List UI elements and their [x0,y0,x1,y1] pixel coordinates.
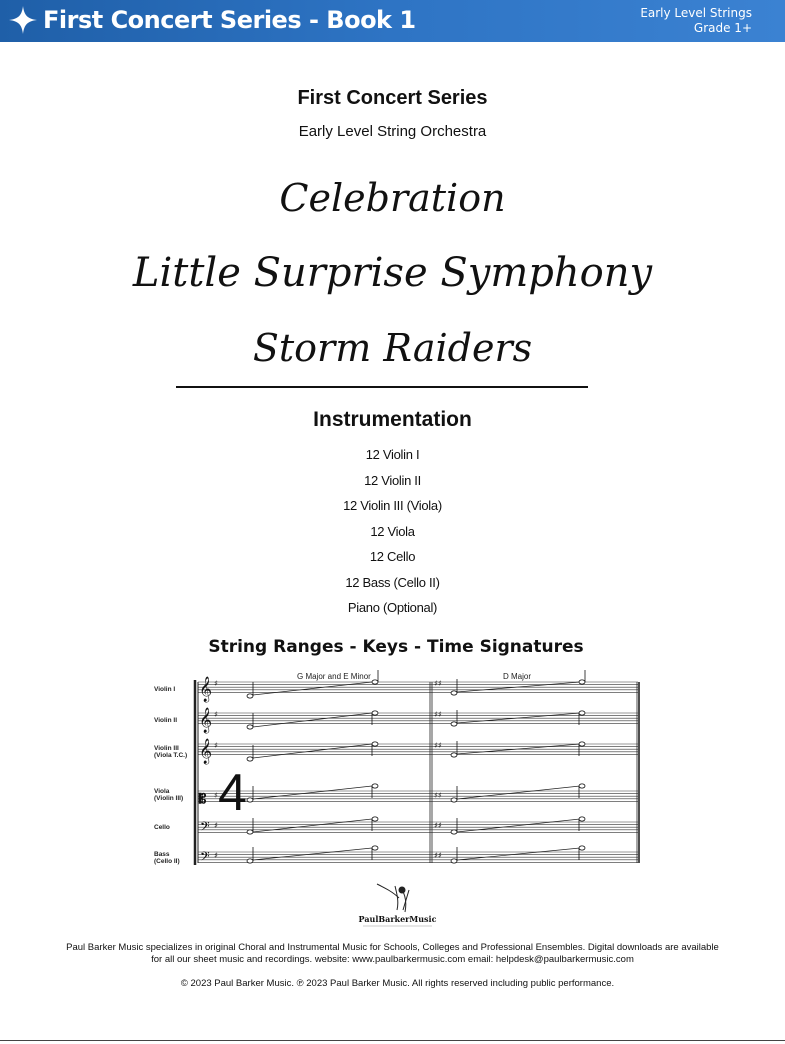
staff-label: Violin III [154,745,179,752]
book-title: First Concert Series - Book 1 [43,6,416,34]
time-signature: 4 [218,764,247,822]
instrumentation-heading: Instrumentation [313,408,472,431]
sharp-icon: ♯ [214,791,218,800]
sharp-icon: ♯♯ [434,679,442,688]
list-item: 12 Violin I [365,447,420,462]
staff-label: Violin I [154,686,176,693]
logo-text: PaulBarkerMusic [358,914,437,924]
alto-clef-icon: 𝄡 [199,792,207,807]
list-item: 12 Viola [370,523,415,539]
staff-lines [198,682,638,862]
piece-title-2: Little Surprise Symphony [132,250,653,296]
staff-label: (Viola T.C.) [154,752,188,759]
page-bottom-rule [0,1040,785,1041]
instrumentation-list [0,447,785,626]
bass-clef-icon: 𝄢 [200,849,210,867]
key-label-1: G Major and E Minor [297,672,371,681]
header-banner [0,0,785,42]
sharp-icon: ♯ [214,741,218,750]
paulbarkermusic-logo [355,880,440,930]
list-item: 12 Violin III (Viola) [343,498,442,513]
title-divider [176,386,588,388]
key-label-2: D Major [503,672,532,681]
list-item: 12 Cello [369,549,416,564]
series-subtitle: Early Level String Orchestra [298,123,487,140]
list-item: 12 Bass (Cello II) [345,574,440,590]
level-line-1: Early Level Strings [640,6,752,20]
ranges-heading: String Ranges - Keys - Time Signatures [208,637,584,657]
sharp-icon: ♯ [214,851,218,860]
piece-title-1: Celebration [279,176,506,220]
barlines [195,680,639,865]
string-ranges-score [150,668,650,873]
sharp-icon: ♯ [214,679,218,688]
footer-description [40,942,745,966]
piece-title-3: Storm Raiders [252,326,533,370]
copyright-notice: © 2023 Paul Barker Music. ℗ 2023 Paul Barker Music. All rights reserved including public performance. [180,978,615,989]
range-notes [247,670,585,863]
staff-label: Bass [154,851,170,858]
treble-clef-icon: 𝄞 [199,677,213,702]
staff-label: Viola [154,788,170,795]
staff-label: Violin II [154,717,177,724]
treble-clef-icon: 𝄞 [199,708,213,733]
level-badge [640,6,752,36]
sharp-icon: ♯ [214,821,218,830]
sharp-icon: ♯♯ [434,851,442,860]
list-item: Piano (Optional) [347,600,438,615]
bass-clef-icon: 𝄢 [200,819,210,837]
footer-line-1: Paul Barker Music specializes in original Choral and Instrumental Music for Schools, Colleges and Professional Ensembles. Digital downloads are available [66,942,719,953]
sharp-icon: ♯♯ [434,741,442,750]
sparkle-star-icon [9,6,37,34]
level-line-2: Grade 1+ [693,21,752,35]
violinist-silhouette-icon [377,884,409,912]
sharp-icon: ♯♯ [434,821,442,830]
series-heading: First Concert Series [297,87,488,109]
sharp-icon: ♯♯ [434,791,442,800]
treble-clef-icon: 𝄞 [199,739,213,764]
sharp-icon: ♯ [214,710,218,719]
footer-line-2: for all our sheet music and recordings. website: www.paulbarkermusic.com email: helpdesk@paulbarkermusic.com [151,954,634,965]
staff-label: (Violin III) [154,795,184,802]
range-lines [253,682,580,860]
staff-label: (Cello II) [154,858,180,865]
staff-label: Cello [154,824,170,831]
list-item: 12 Violin II [364,472,421,488]
sharp-icon: ♯♯ [434,710,442,719]
